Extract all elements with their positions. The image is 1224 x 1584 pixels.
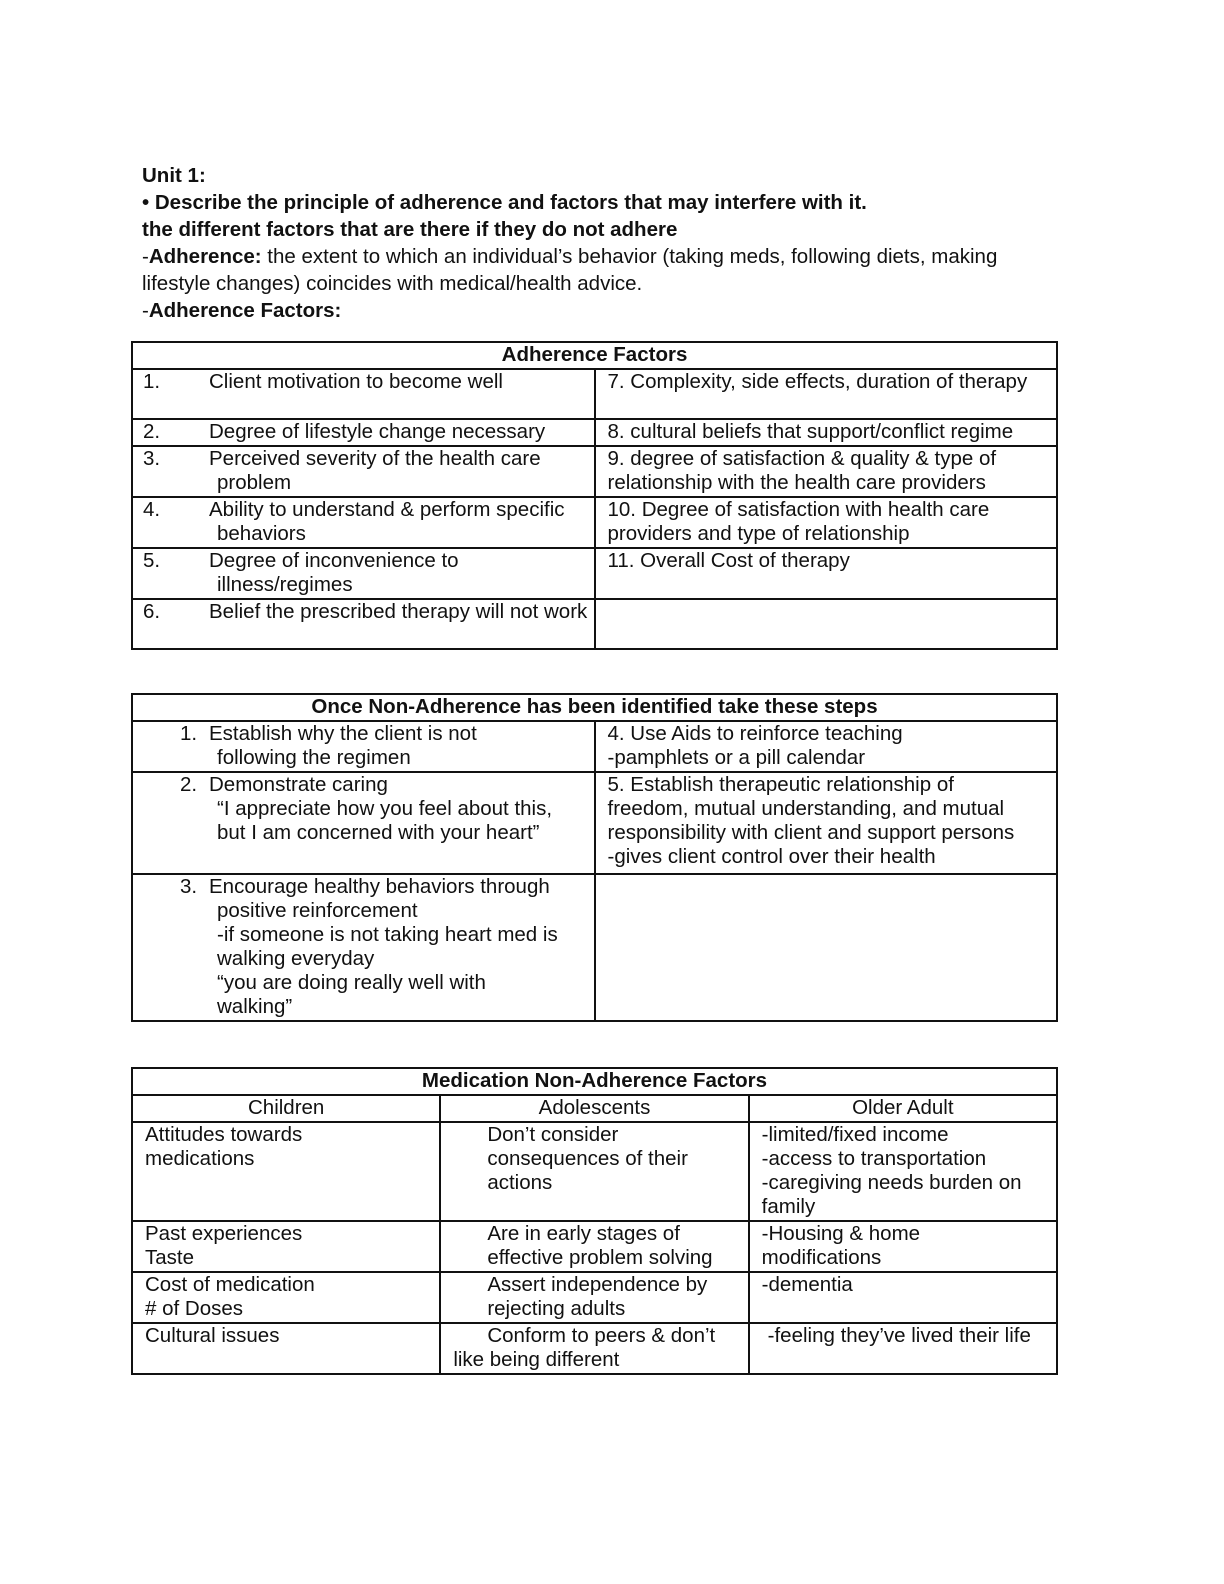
- older-adult-cell: [749, 1122, 1057, 1221]
- table-title: Medication Non-Adherence Factors: [132, 1068, 1057, 1095]
- list-item: [133, 370, 594, 394]
- cell-line: Cultural issues: [145, 1324, 280, 1347]
- adherence-factors-table: [131, 341, 1058, 650]
- table-row: [132, 548, 1057, 599]
- column-header: Older Adult: [749, 1095, 1057, 1122]
- step-heading: [133, 773, 594, 797]
- cell-line: Assert independence by: [487, 1273, 708, 1296]
- subheading: the different factors that are there if they do not adhere: [142, 218, 678, 241]
- step-line: freedom, mutual understanding, and mutual: [607, 797, 1005, 820]
- step-cell-right: [595, 772, 1058, 874]
- column-header-row: [132, 1095, 1057, 1122]
- cell-line: -access to transportation: [761, 1147, 987, 1170]
- older-adult-cell: [749, 1221, 1057, 1272]
- item-number: 5.: [143, 549, 161, 572]
- list-item: [133, 447, 594, 495]
- children-cell: [132, 1323, 440, 1374]
- table-row: [132, 721, 1057, 772]
- item-text: Demonstrate caring: [209, 773, 388, 796]
- table-row: [132, 1122, 1057, 1221]
- cell-line: Past experiences: [145, 1222, 303, 1245]
- cell-line: Conform to peers & don’t: [487, 1324, 716, 1347]
- column-header: Adolescents: [440, 1095, 748, 1122]
- table-row: [132, 874, 1057, 1021]
- cell-line: # of Doses: [145, 1297, 243, 1320]
- cell-line: Taste: [145, 1246, 194, 1269]
- dash: -: [142, 245, 149, 268]
- step-detail: walking everyday: [217, 947, 375, 970]
- item-text: Encourage healthy behaviors through: [209, 875, 550, 898]
- item-text: Belief the prescribed therapy will not work: [209, 600, 588, 623]
- list-item: [133, 498, 594, 546]
- step-line: responsibility with client and support persons: [607, 821, 1015, 844]
- cell-line: like being different: [453, 1348, 620, 1371]
- document-header: [142, 162, 1058, 324]
- list-item: [133, 600, 594, 624]
- item-text: Establish why the client is not: [209, 722, 477, 745]
- cell-line: -feeling they’ve lived their life: [767, 1324, 1031, 1347]
- table-row: [132, 1323, 1057, 1374]
- step-line: 4. Use Aids to reinforce teaching: [607, 722, 903, 745]
- item-number: 3.: [180, 875, 198, 898]
- left-cell: [132, 497, 595, 548]
- adolescents-cell: [440, 1323, 748, 1374]
- step-line: 5. Establish therapeutic relationship of: [607, 773, 954, 796]
- step-detail: -if someone is not taking heart med is: [217, 923, 558, 946]
- factors-term: Adherence Factors:: [148, 299, 342, 322]
- right-cell: 8. cultural beliefs that support/conflict regime: [595, 419, 1058, 446]
- factors-label: [142, 297, 1058, 324]
- cell-line: modifications: [761, 1246, 882, 1269]
- step-cell-right: [595, 874, 1058, 1021]
- left-cell: [132, 599, 595, 649]
- cell-line: rejecting adults: [487, 1297, 626, 1320]
- right-cell: 9. degree of satisfaction & quality & type of relationship with the health care providers: [595, 446, 1058, 497]
- left-cell: [132, 446, 595, 497]
- list-item: [133, 549, 594, 597]
- item-text: Perceived severity of the health care problem: [209, 447, 541, 494]
- left-cell: [132, 419, 595, 446]
- step-heading: [133, 875, 594, 899]
- step-line: -pamphlets or a pill calendar: [607, 746, 866, 769]
- right-cell: 10. Degree of satisfaction with health care providers and type of relationship: [595, 497, 1058, 548]
- older-adult-cell: [749, 1323, 1057, 1374]
- children-cell: [132, 1272, 440, 1323]
- step-detail: walking”: [217, 995, 293, 1018]
- table-row: [132, 1221, 1057, 1272]
- step-detail: positive reinforcement: [217, 899, 418, 922]
- cell-line: consequences of their: [487, 1147, 688, 1170]
- cell-line: Cost of medication: [145, 1273, 315, 1296]
- item-number: 1.: [180, 722, 198, 745]
- cell-line: -Housing & home: [761, 1222, 921, 1245]
- adolescents-cell: [440, 1272, 748, 1323]
- table-row: [132, 497, 1057, 548]
- step-heading: [133, 722, 594, 746]
- table-row: [132, 446, 1057, 497]
- cell-line: -caregiving needs burden on: [761, 1171, 1022, 1194]
- cell-line: medications: [145, 1147, 255, 1170]
- cell-line: family: [761, 1195, 816, 1218]
- table-row: [132, 772, 1057, 874]
- cell-line: -dementia: [761, 1273, 853, 1296]
- left-cell: [132, 548, 595, 599]
- dash: -: [142, 299, 149, 322]
- cell-line: Attitudes towards: [145, 1123, 303, 1146]
- right-cell: 7. Complexity, side effects, duration of therapy: [595, 369, 1058, 419]
- cell-line: effective problem solving: [487, 1246, 713, 1269]
- step-detail: but I am concerned with your heart”: [217, 821, 540, 844]
- item-text: Client motivation to become well: [209, 370, 503, 393]
- table-title: Once Non-Adherence has been identified take these steps: [132, 694, 1057, 721]
- cell-line: actions: [487, 1171, 553, 1194]
- step-cell: [132, 874, 595, 1021]
- step-cell: [132, 721, 595, 772]
- table-row: [132, 599, 1057, 649]
- step-detail: “I appreciate how you feel about this,: [217, 797, 553, 820]
- column-header: Children: [132, 1095, 440, 1122]
- table-row: [132, 369, 1057, 419]
- adolescents-cell: [440, 1122, 748, 1221]
- cell-line: Don’t consider: [487, 1123, 619, 1146]
- adolescents-cell: [440, 1221, 748, 1272]
- step-detail: “you are doing really well with: [217, 971, 486, 994]
- item-number: 3.: [143, 447, 161, 470]
- unit-title: Unit 1:: [142, 164, 206, 187]
- medication-non-adherence-table: [131, 1067, 1058, 1375]
- item-text: Degree of inconvenience to illness/regimes: [209, 549, 459, 596]
- non-adherence-steps-table: [131, 693, 1058, 1022]
- left-cell: [132, 369, 595, 419]
- right-cell: 11. Overall Cost of therapy: [595, 548, 1058, 599]
- table-row: [132, 1272, 1057, 1323]
- item-number: 4.: [143, 498, 161, 521]
- step-cell-right: [595, 721, 1058, 772]
- adherence-definition: [142, 243, 1058, 297]
- item-number: 1.: [143, 370, 161, 393]
- step-line: -gives client control over their health: [607, 845, 936, 868]
- step-detail: following the regimen: [217, 746, 411, 769]
- adherence-text: the extent to which an individual’s behavior (taking meds, following diets, making lifestyle changes) coincides with medical/health advice.: [142, 245, 998, 295]
- table-row: [132, 419, 1057, 446]
- cell-line: Are in early stages of: [487, 1222, 680, 1245]
- children-cell: [132, 1122, 440, 1221]
- item-number: 2.: [143, 420, 161, 443]
- item-number: 2.: [180, 773, 198, 796]
- step-cell: [132, 772, 595, 874]
- item-text: Ability to understand & perform specific behaviors: [209, 498, 565, 545]
- item-text: Degree of lifestyle change necessary: [209, 420, 546, 443]
- cell-line: -limited/fixed income: [761, 1123, 949, 1146]
- list-item: [133, 420, 594, 444]
- older-adult-cell: [749, 1272, 1057, 1323]
- table-title: Adherence Factors: [132, 342, 1057, 369]
- right-cell: [595, 599, 1058, 649]
- adherence-term: Adherence:: [148, 245, 262, 268]
- objective: • Describe the principle of adherence and factors that may interfere with it.: [142, 191, 867, 214]
- children-cell: [132, 1221, 440, 1272]
- item-number: 6.: [143, 600, 161, 623]
